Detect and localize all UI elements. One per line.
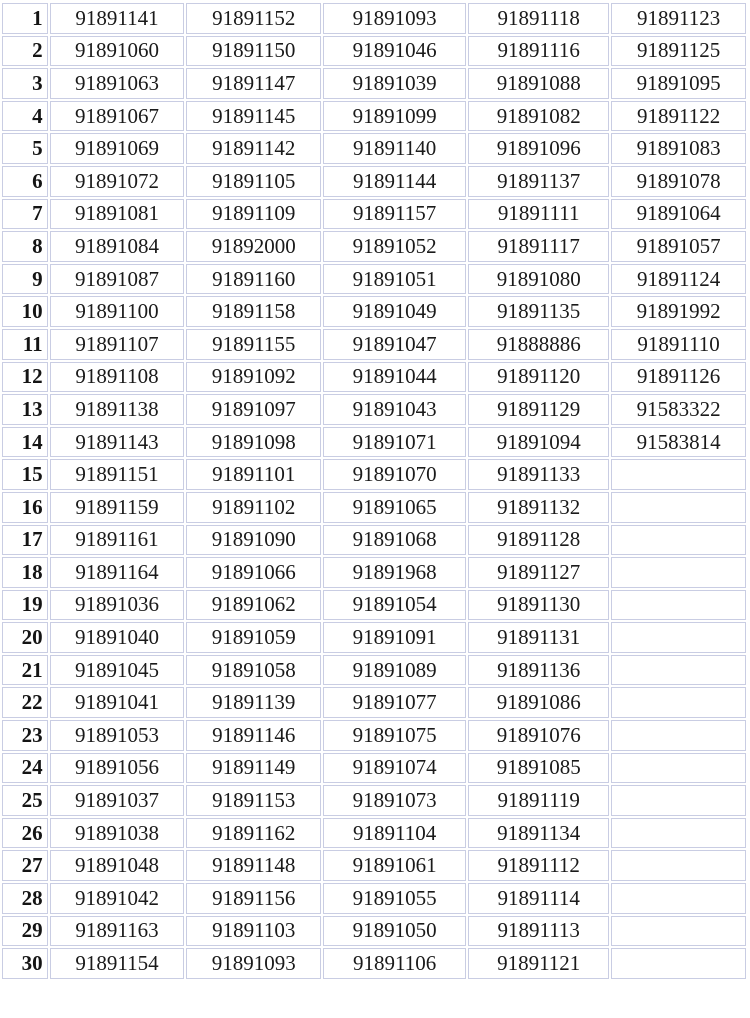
table-row bbox=[2, 166, 746, 197]
row-index: 6 bbox=[2, 166, 48, 197]
number-cell: 91891138 bbox=[50, 394, 185, 425]
number-cell: 91891119 bbox=[468, 785, 609, 816]
number-cell: 91891106 bbox=[323, 948, 466, 979]
number-cell: 91888886 bbox=[468, 329, 609, 360]
number-cell: 91891040 bbox=[50, 622, 185, 653]
number-cell bbox=[611, 720, 746, 751]
number-cell: 91891086 bbox=[468, 687, 609, 718]
number-cell: 91891111 bbox=[468, 199, 609, 230]
row-index: 11 bbox=[2, 329, 48, 360]
number-cell: 91891037 bbox=[50, 785, 185, 816]
row-index: 20 bbox=[2, 622, 48, 653]
row-index: 19 bbox=[2, 590, 48, 621]
number-cell: 91583322 bbox=[611, 394, 746, 425]
number-cell bbox=[611, 916, 746, 947]
number-cell: 91891092 bbox=[186, 362, 321, 393]
table-row bbox=[2, 362, 746, 393]
number-cell: 91891100 bbox=[50, 296, 185, 327]
number-cell: 91891038 bbox=[50, 818, 185, 849]
number-cell: 91891094 bbox=[468, 427, 609, 458]
number-cell: 91891130 bbox=[468, 590, 609, 621]
number-cell bbox=[611, 753, 746, 784]
number-cell: 91891063 bbox=[50, 68, 185, 99]
number-cell: 91891114 bbox=[468, 883, 609, 914]
number-cell: 91891089 bbox=[323, 655, 466, 686]
number-cell: 91891116 bbox=[468, 36, 609, 67]
row-index: 30 bbox=[2, 948, 48, 979]
table-row bbox=[2, 101, 746, 132]
number-cell: 91891075 bbox=[323, 720, 466, 751]
number-cell: 91891122 bbox=[611, 101, 746, 132]
number-cell bbox=[611, 818, 746, 849]
table-row bbox=[2, 329, 746, 360]
number-cell: 91891052 bbox=[323, 231, 466, 262]
number-cell: 91891083 bbox=[611, 133, 746, 164]
number-cell bbox=[611, 459, 746, 490]
number-cell: 91891120 bbox=[468, 362, 609, 393]
row-index: 13 bbox=[2, 394, 48, 425]
table-row bbox=[2, 68, 746, 99]
number-cell: 91891102 bbox=[186, 492, 321, 523]
number-cell: 91891078 bbox=[611, 166, 746, 197]
number-cell: 91891039 bbox=[323, 68, 466, 99]
number-cell: 91891068 bbox=[323, 525, 466, 556]
row-index: 12 bbox=[2, 362, 48, 393]
number-cell: 91891080 bbox=[468, 264, 609, 295]
number-cell: 91891118 bbox=[468, 3, 609, 34]
number-cell: 91891107 bbox=[50, 329, 185, 360]
number-cell: 91891084 bbox=[50, 231, 185, 262]
number-cell: 91891157 bbox=[323, 199, 466, 230]
number-cell: 91891053 bbox=[50, 720, 185, 751]
table-row bbox=[2, 459, 746, 490]
number-cell: 91891073 bbox=[323, 785, 466, 816]
number-cell: 91891082 bbox=[468, 101, 609, 132]
number-cell: 91891057 bbox=[611, 231, 746, 262]
number-cell: 91891146 bbox=[186, 720, 321, 751]
number-cell: 91891117 bbox=[468, 231, 609, 262]
number-cell: 91891123 bbox=[611, 3, 746, 34]
number-cell: 91891088 bbox=[468, 68, 609, 99]
number-cell: 91891108 bbox=[50, 362, 185, 393]
number-cell: 91891072 bbox=[50, 166, 185, 197]
table-row bbox=[2, 720, 746, 751]
number-cell: 91891142 bbox=[186, 133, 321, 164]
number-cell bbox=[611, 948, 746, 979]
row-index: 14 bbox=[2, 427, 48, 458]
number-cell bbox=[611, 655, 746, 686]
number-cell: 91891109 bbox=[186, 199, 321, 230]
number-cell: 91891121 bbox=[468, 948, 609, 979]
number-cell: 91891143 bbox=[50, 427, 185, 458]
number-cell bbox=[611, 785, 746, 816]
number-cell: 91891145 bbox=[186, 101, 321, 132]
number-cell: 91891133 bbox=[468, 459, 609, 490]
number-cell: 91891101 bbox=[186, 459, 321, 490]
number-cell: 91891048 bbox=[50, 850, 185, 881]
number-cell: 91891127 bbox=[468, 557, 609, 588]
row-index: 4 bbox=[2, 101, 48, 132]
number-cell: 91891077 bbox=[323, 687, 466, 718]
number-cell: 91891087 bbox=[50, 264, 185, 295]
number-cell: 91891144 bbox=[323, 166, 466, 197]
table-row bbox=[2, 818, 746, 849]
number-cell: 91891112 bbox=[468, 850, 609, 881]
number-cell: 91891071 bbox=[323, 427, 466, 458]
number-cell: 91583814 bbox=[611, 427, 746, 458]
row-index: 25 bbox=[2, 785, 48, 816]
number-cell: 91891062 bbox=[186, 590, 321, 621]
number-cell: 91891066 bbox=[186, 557, 321, 588]
row-index: 16 bbox=[2, 492, 48, 523]
row-index: 15 bbox=[2, 459, 48, 490]
number-cell: 91891042 bbox=[50, 883, 185, 914]
number-cell: 91891059 bbox=[186, 622, 321, 653]
number-cell: 91891154 bbox=[50, 948, 185, 979]
number-cell bbox=[611, 557, 746, 588]
number-cell: 91891160 bbox=[186, 264, 321, 295]
number-cell: 91891081 bbox=[50, 199, 185, 230]
number-cell: 91891159 bbox=[50, 492, 185, 523]
number-cell: 91891141 bbox=[50, 3, 185, 34]
table-row bbox=[2, 655, 746, 686]
number-cell: 91891098 bbox=[186, 427, 321, 458]
number-cell: 91891104 bbox=[323, 818, 466, 849]
number-cell: 91891139 bbox=[186, 687, 321, 718]
number-cell: 91891124 bbox=[611, 264, 746, 295]
row-index: 17 bbox=[2, 525, 48, 556]
number-cell: 91891069 bbox=[50, 133, 185, 164]
number-cell: 91891076 bbox=[468, 720, 609, 751]
table-row bbox=[2, 557, 746, 588]
number-cell: 91891156 bbox=[186, 883, 321, 914]
table-row bbox=[2, 492, 746, 523]
number-cell: 91891158 bbox=[186, 296, 321, 327]
number-cell: 91892000 bbox=[186, 231, 321, 262]
number-cell: 91891060 bbox=[50, 36, 185, 67]
number-cell: 91891132 bbox=[468, 492, 609, 523]
number-cell: 91891054 bbox=[323, 590, 466, 621]
number-cell: 91891056 bbox=[50, 753, 185, 784]
number-cell: 91891064 bbox=[611, 199, 746, 230]
number-cell bbox=[611, 850, 746, 881]
number-cell: 91891105 bbox=[186, 166, 321, 197]
number-cell: 91891151 bbox=[50, 459, 185, 490]
table-row bbox=[2, 622, 746, 653]
table-row bbox=[2, 948, 746, 979]
table-row bbox=[2, 427, 746, 458]
number-cell: 91891135 bbox=[468, 296, 609, 327]
number-cell: 91891036 bbox=[50, 590, 185, 621]
table-row bbox=[2, 36, 746, 67]
number-cell: 91891093 bbox=[323, 3, 466, 34]
number-cell: 91891136 bbox=[468, 655, 609, 686]
number-cell: 91891043 bbox=[323, 394, 466, 425]
number-cell: 91891147 bbox=[186, 68, 321, 99]
number-cell: 91891968 bbox=[323, 557, 466, 588]
number-cell: 91891058 bbox=[186, 655, 321, 686]
number-cell: 91891153 bbox=[186, 785, 321, 816]
number-cell: 91891044 bbox=[323, 362, 466, 393]
number-cell: 91891070 bbox=[323, 459, 466, 490]
row-index: 23 bbox=[2, 720, 48, 751]
number-cell: 91891148 bbox=[186, 850, 321, 881]
table-row bbox=[2, 850, 746, 881]
number-cell: 91891097 bbox=[186, 394, 321, 425]
number-cell: 91891155 bbox=[186, 329, 321, 360]
number-cell: 91891045 bbox=[50, 655, 185, 686]
row-index: 22 bbox=[2, 687, 48, 718]
number-cell: 91891125 bbox=[611, 36, 746, 67]
number-cell: 91891047 bbox=[323, 329, 466, 360]
number-cell: 91891090 bbox=[186, 525, 321, 556]
number-cell: 91891134 bbox=[468, 818, 609, 849]
number-cell: 91891049 bbox=[323, 296, 466, 327]
number-cell: 91891099 bbox=[323, 101, 466, 132]
number-cell: 91891137 bbox=[468, 166, 609, 197]
number-cell: 91891126 bbox=[611, 362, 746, 393]
row-index: 3 bbox=[2, 68, 48, 99]
number-cell: 91891163 bbox=[50, 916, 185, 947]
table-row bbox=[2, 753, 746, 784]
number-cell: 91891161 bbox=[50, 525, 185, 556]
row-index: 9 bbox=[2, 264, 48, 295]
row-index: 27 bbox=[2, 850, 48, 881]
number-cell bbox=[611, 525, 746, 556]
number-cell: 91891061 bbox=[323, 850, 466, 881]
row-index: 24 bbox=[2, 753, 48, 784]
table-row bbox=[2, 916, 746, 947]
table-row bbox=[2, 883, 746, 914]
row-index: 18 bbox=[2, 557, 48, 588]
table-body bbox=[2, 3, 746, 979]
row-index: 5 bbox=[2, 133, 48, 164]
number-cell: 91891055 bbox=[323, 883, 466, 914]
number-cell: 91891095 bbox=[611, 68, 746, 99]
number-cell: 91891096 bbox=[468, 133, 609, 164]
number-cell: 91891046 bbox=[323, 36, 466, 67]
row-index: 28 bbox=[2, 883, 48, 914]
row-index: 2 bbox=[2, 36, 48, 67]
number-cell: 91891065 bbox=[323, 492, 466, 523]
number-table bbox=[0, 1, 748, 981]
table-row bbox=[2, 687, 746, 718]
row-index: 29 bbox=[2, 916, 48, 947]
row-index: 21 bbox=[2, 655, 48, 686]
table-row bbox=[2, 785, 746, 816]
row-index: 1 bbox=[2, 3, 48, 34]
number-cell: 91891162 bbox=[186, 818, 321, 849]
row-index: 8 bbox=[2, 231, 48, 262]
table-row bbox=[2, 133, 746, 164]
number-cell: 91891131 bbox=[468, 622, 609, 653]
table-row bbox=[2, 199, 746, 230]
table-row bbox=[2, 231, 746, 262]
number-cell: 91891093 bbox=[186, 948, 321, 979]
number-cell: 91891091 bbox=[323, 622, 466, 653]
number-cell: 91891074 bbox=[323, 753, 466, 784]
table-row bbox=[2, 525, 746, 556]
row-index: 10 bbox=[2, 296, 48, 327]
table-row bbox=[2, 3, 746, 34]
number-cell: 91891041 bbox=[50, 687, 185, 718]
number-cell: 91891152 bbox=[186, 3, 321, 34]
number-cell: 91891150 bbox=[186, 36, 321, 67]
number-cell: 91891113 bbox=[468, 916, 609, 947]
number-cell: 91891149 bbox=[186, 753, 321, 784]
number-cell: 91891110 bbox=[611, 329, 746, 360]
number-cell: 91891164 bbox=[50, 557, 185, 588]
number-cell: 91891051 bbox=[323, 264, 466, 295]
number-cell: 91891085 bbox=[468, 753, 609, 784]
table-row bbox=[2, 394, 746, 425]
number-cell bbox=[611, 590, 746, 621]
number-cell: 91891992 bbox=[611, 296, 746, 327]
number-cell bbox=[611, 883, 746, 914]
table-row bbox=[2, 590, 746, 621]
number-cell bbox=[611, 492, 746, 523]
table-row bbox=[2, 264, 746, 295]
number-cell: 91891129 bbox=[468, 394, 609, 425]
number-cell: 91891103 bbox=[186, 916, 321, 947]
number-cell bbox=[611, 687, 746, 718]
number-cell: 91891140 bbox=[323, 133, 466, 164]
number-cell bbox=[611, 622, 746, 653]
table-row bbox=[2, 296, 746, 327]
row-index: 26 bbox=[2, 818, 48, 849]
number-cell: 91891050 bbox=[323, 916, 466, 947]
number-cell: 91891128 bbox=[468, 525, 609, 556]
number-cell: 91891067 bbox=[50, 101, 185, 132]
row-index: 7 bbox=[2, 199, 48, 230]
